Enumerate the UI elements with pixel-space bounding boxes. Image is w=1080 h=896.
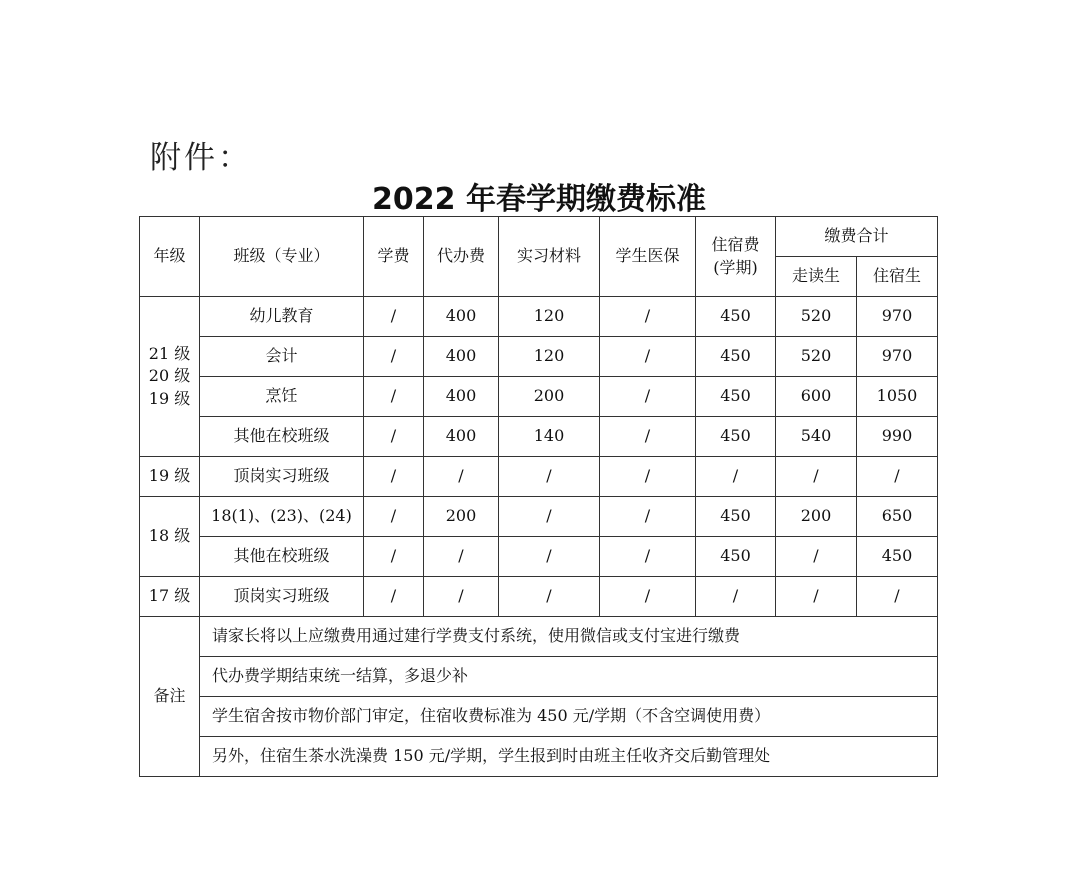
grade-label: 17 级 (148, 586, 191, 606)
header-boarder: 住宿生 (857, 257, 938, 297)
day-student-total-cell: 600 (776, 377, 857, 417)
accommodation-cell: 450 (696, 337, 776, 377)
agency-fee-cell: 200 (424, 497, 499, 537)
header-accommodation-line2: (学期) (713, 257, 758, 277)
table-row (140, 337, 938, 377)
tuition-cell: / (364, 377, 424, 417)
attachment-label: 附件： (150, 140, 252, 176)
header-total: 缴费合计 (776, 217, 938, 257)
header-medical: 学生医保 (600, 217, 696, 297)
day-student-total-cell: 520 (776, 297, 857, 337)
header-grade: 年级 (140, 217, 200, 297)
table-row (140, 457, 938, 497)
class-cell: 会计 (200, 337, 364, 377)
table-row (140, 417, 938, 457)
tuition-cell: / (364, 337, 424, 377)
tuition-cell: / (364, 497, 424, 537)
materials-cell: / (499, 537, 600, 577)
note-text: 另外，住宿生茶水洗澡费 150 元/学期，学生报到时由班主任收齐交后勤管理处 (200, 737, 938, 777)
boarder-total-cell: 650 (857, 497, 938, 537)
agency-fee-cell: 400 (424, 417, 499, 457)
materials-cell: / (499, 457, 600, 497)
note-text: 学生宿舍按市物价部门审定，住宿收费标准为 450 元/学期（不含空调使用费） (200, 697, 938, 737)
materials-cell: / (499, 497, 600, 537)
medical-cell: / (600, 337, 696, 377)
grade-cell (140, 297, 200, 457)
agency-fee-cell: / (424, 537, 499, 577)
note-text: 代办费学期结束统一结算，多退少补 (200, 657, 938, 697)
tuition-cell: / (364, 457, 424, 497)
class-cell: 其他在校班级 (200, 417, 364, 457)
day-student-total-cell: 540 (776, 417, 857, 457)
note-row (140, 737, 938, 777)
agency-fee-cell: / (424, 457, 499, 497)
table-row (140, 537, 938, 577)
materials-cell: 120 (499, 297, 600, 337)
class-cell: 18(1)、(23)、(24) (200, 497, 364, 537)
tuition-cell: / (364, 417, 424, 457)
boarder-total-cell: 1050 (857, 377, 938, 417)
boarder-total-cell: 450 (857, 537, 938, 577)
materials-cell: 140 (499, 417, 600, 457)
medical-cell: / (600, 497, 696, 537)
tuition-cell: / (364, 537, 424, 577)
table-row (140, 377, 938, 417)
materials-cell: / (499, 577, 600, 617)
boarder-total-cell: / (857, 577, 938, 617)
tuition-cell: / (364, 297, 424, 337)
grade-label: 20 级 (148, 366, 191, 386)
day-student-total-cell: 520 (776, 337, 857, 377)
header-class: 班级（专业） (200, 217, 364, 297)
boarder-total-cell: 970 (857, 297, 938, 337)
grade-label: 19 级 (148, 388, 191, 408)
agency-fee-cell: 400 (424, 377, 499, 417)
accommodation-cell: / (696, 577, 776, 617)
header-accommodation (696, 217, 776, 297)
fee-table (139, 216, 938, 777)
class-cell: 顶岗实习班级 (200, 457, 364, 497)
table-row (140, 577, 938, 617)
document-title: 2022 年春学期缴费标准 (372, 182, 706, 217)
medical-cell: / (600, 577, 696, 617)
agency-fee-cell: 400 (424, 297, 499, 337)
medical-cell: / (600, 297, 696, 337)
table-row (140, 297, 938, 337)
accommodation-cell: 450 (696, 497, 776, 537)
header-row (140, 217, 938, 257)
header-tuition: 学费 (364, 217, 424, 297)
day-student-total-cell: / (776, 537, 857, 577)
accommodation-cell: 450 (696, 417, 776, 457)
note-row (140, 697, 938, 737)
boarder-total-cell: 990 (857, 417, 938, 457)
accommodation-cell: 450 (696, 297, 776, 337)
grade-label: 18 级 (148, 526, 191, 546)
header-accommodation-line1: 住宿费 (711, 235, 760, 255)
medical-cell: / (600, 417, 696, 457)
accommodation-cell: 450 (696, 377, 776, 417)
header-day-student: 走读生 (776, 257, 857, 297)
grade-cell (140, 457, 200, 497)
notes-label: 备注 (140, 617, 200, 777)
note-text: 请家长将以上应缴费用通过建行学费支付系统，使用微信或支付宝进行缴费 (200, 617, 938, 657)
grade-cell (140, 497, 200, 577)
class-cell: 烹饪 (200, 377, 364, 417)
note-row (140, 657, 938, 697)
class-cell: 其他在校班级 (200, 537, 364, 577)
header-materials: 实习材料 (499, 217, 600, 297)
grade-label: 19 级 (148, 466, 191, 486)
accommodation-cell: / (696, 457, 776, 497)
agency-fee-cell: / (424, 577, 499, 617)
day-student-total-cell: / (776, 457, 857, 497)
medical-cell: / (600, 457, 696, 497)
header-agency-fee: 代办费 (424, 217, 499, 297)
day-student-total-cell: / (776, 577, 857, 617)
table-row (140, 497, 938, 537)
class-cell: 幼儿教育 (200, 297, 364, 337)
boarder-total-cell: / (857, 457, 938, 497)
note-row (140, 617, 938, 657)
class-cell: 顶岗实习班级 (200, 577, 364, 617)
grade-label: 21 级 (148, 343, 191, 363)
medical-cell: / (600, 537, 696, 577)
agency-fee-cell: 400 (424, 337, 499, 377)
boarder-total-cell: 970 (857, 337, 938, 377)
materials-cell: 200 (499, 377, 600, 417)
materials-cell: 120 (499, 337, 600, 377)
accommodation-cell: 450 (696, 537, 776, 577)
medical-cell: / (600, 377, 696, 417)
day-student-total-cell: 200 (776, 497, 857, 537)
grade-cell (140, 577, 200, 617)
tuition-cell: / (364, 577, 424, 617)
